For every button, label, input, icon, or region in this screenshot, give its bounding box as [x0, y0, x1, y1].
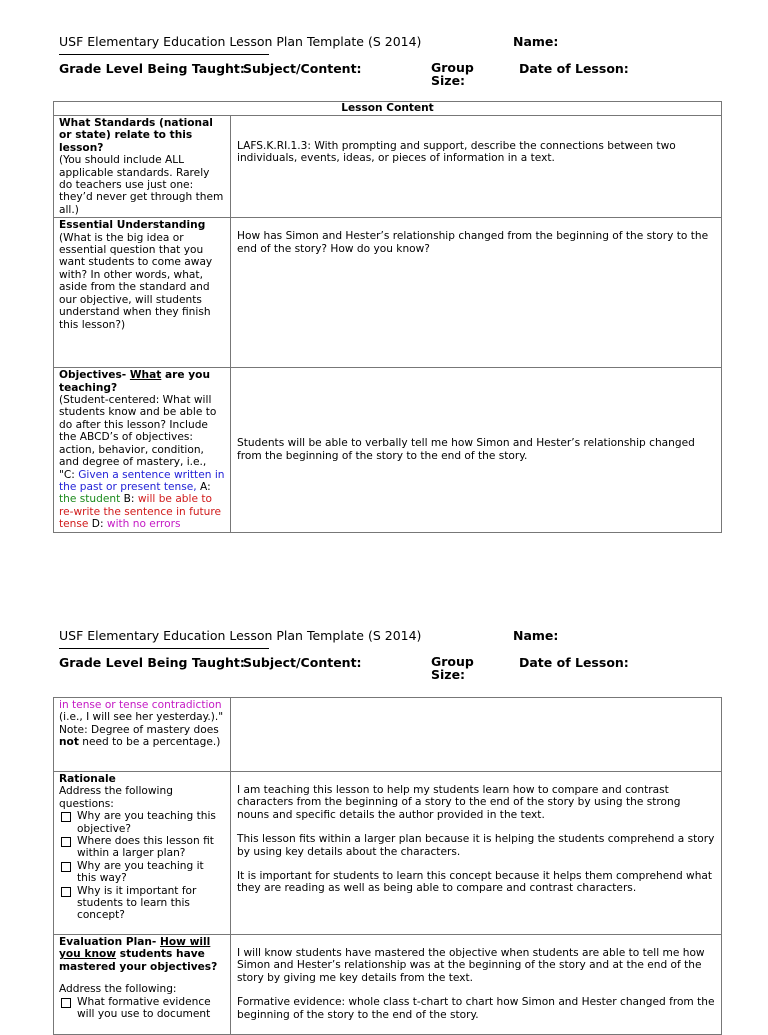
evaluation-value-cell	[231, 935, 722, 1035]
date-label: Date of Lesson:	[519, 61, 629, 76]
standards-title: What Standards (national or state) relate to this lesson?	[59, 117, 213, 154]
evaluation-intro: Address the following:	[59, 983, 177, 996]
standards-value-cell	[231, 116, 722, 218]
rationale-title: Rationale	[59, 773, 116, 785]
essential-label-cell	[54, 218, 231, 368]
date-label: Date of Lesson:	[519, 655, 629, 670]
checkbox-icon	[61, 837, 71, 847]
name-label: Name:	[513, 628, 559, 643]
objectives-continued-cell	[54, 698, 231, 772]
checkbox-icon	[61, 887, 71, 897]
group-size-label: Group Size:	[431, 60, 474, 88]
lesson-table-page-2	[53, 697, 722, 1035]
evaluation-question: What formative evidence will you use to document	[59, 996, 225, 1021]
objectives-label-cell	[54, 368, 231, 532]
essential-title: Essential Understanding	[59, 219, 206, 232]
rationale-question: Why are you teaching it this way?	[59, 860, 225, 885]
evaluation-paragraph: I will know students have mastered the objective when students are able to tell me how Simon and Hester’s relationship was at the beginning of the story and at the end of the story by giving me key details from the text.	[237, 947, 705, 984]
grade-level-label: Grade Level Being Taught:	[59, 61, 245, 76]
subject-label: Subject/Content:	[243, 655, 362, 670]
rationale-question: Where does this lesson fit within a larger plan?	[59, 835, 225, 860]
objectives-continued-value-cell	[231, 698, 722, 772]
objectives-desc: (Student-centered: What will students know and be able to do after this lesson? Include the ABCD’s of objectives: action, behavior, condition, and degree of mastery, i.e., "C: Given a sentence written in the past or present tense, A: the student B: will be able to re-write the sentence in future tense D: with no errors	[59, 394, 225, 531]
standards-value: LAFS.K.RI.1.3: With prompting and support, describe the connections between two individuals, events, ideas, or pieces of information in a text.	[237, 140, 676, 165]
objectives-value-cell	[231, 368, 722, 532]
rationale-value-cell	[231, 772, 722, 935]
objectives-value: Students will be able to verbally tell me how Simon and Hester’s relationship changed from the beginning of the story to the end of the story.	[237, 437, 695, 462]
template-title: USF Elementary Education Lesson Plan Template (S 2014)	[59, 628, 422, 643]
header-rule	[59, 54, 269, 55]
rationale-question: Why are you teaching this objective?	[59, 810, 225, 835]
page-header-1	[59, 34, 729, 94]
checkbox-icon	[61, 998, 71, 1008]
group-size-label: Group Size:	[431, 654, 474, 682]
grade-level-label: Grade Level Being Taught:	[59, 655, 245, 670]
objectives-continued-degree: in tense or tense contradiction	[59, 699, 222, 711]
subject-label: Subject/Content:	[243, 61, 362, 76]
evaluation-paragraph: Formative evidence: whole class t-chart to chart how Simon and Hester changed from the beginning of the story to the end of the story.	[237, 996, 715, 1021]
template-title: USF Elementary Education Lesson Plan Template (S 2014)	[59, 34, 422, 49]
evaluation-title: Evaluation Plan- How will you know students have mastered your objectives?	[59, 936, 218, 973]
lesson-content-heading: Lesson Content	[54, 102, 722, 116]
checkbox-icon	[61, 812, 71, 822]
objectives-continued-example: (i.e., I will see her yesterday.)."	[59, 711, 224, 724]
objectives-continued-note: Note: Degree of mastery does not need to be a percentage.)	[59, 723, 221, 749]
rationale-paragraph: This lesson fits within a larger plan because it is helping the students comprehend a story by using key details about the characters.	[237, 833, 715, 858]
essential-value-cell	[231, 218, 722, 368]
objectives-title: Objectives- What are you teaching?	[59, 369, 210, 394]
rationale-question: Why is it important for students to learn this concept?	[59, 885, 225, 922]
rationale-paragraph: It is important for students to learn this concept because it helps them comprehend what they are reading as well as being able to compare and contrast characters.	[237, 870, 713, 895]
essential-value: How has Simon and Hester’s relationship changed from the beginning of the story to the end of the story? How do you know?	[237, 230, 709, 255]
page-header-2	[59, 628, 729, 688]
name-label: Name:	[513, 34, 559, 49]
standards-label-cell	[54, 116, 231, 218]
standards-desc: (You should include ALL applicable standards. Rarely do teachers use just one: they’d never get through them all.)	[59, 154, 224, 216]
evaluation-label-cell	[54, 935, 231, 1035]
rationale-label-cell	[54, 772, 231, 935]
checkbox-icon	[61, 862, 71, 872]
essential-desc: (What is the big idea or essential question that you want students to come away with? In other words, what, aside from the standard and our objective, will students understand when they finish this lesson?)	[59, 231, 213, 331]
rationale-paragraph: I am teaching this lesson to help my students learn how to compare and contrast characters from the beginning of a story to the end of the story by using the strong nouns and specific details the author provided in the text.	[237, 784, 681, 821]
lesson-table-page-1	[53, 101, 722, 533]
header-rule	[59, 648, 269, 649]
rationale-intro: Address the following questions:	[59, 785, 173, 810]
